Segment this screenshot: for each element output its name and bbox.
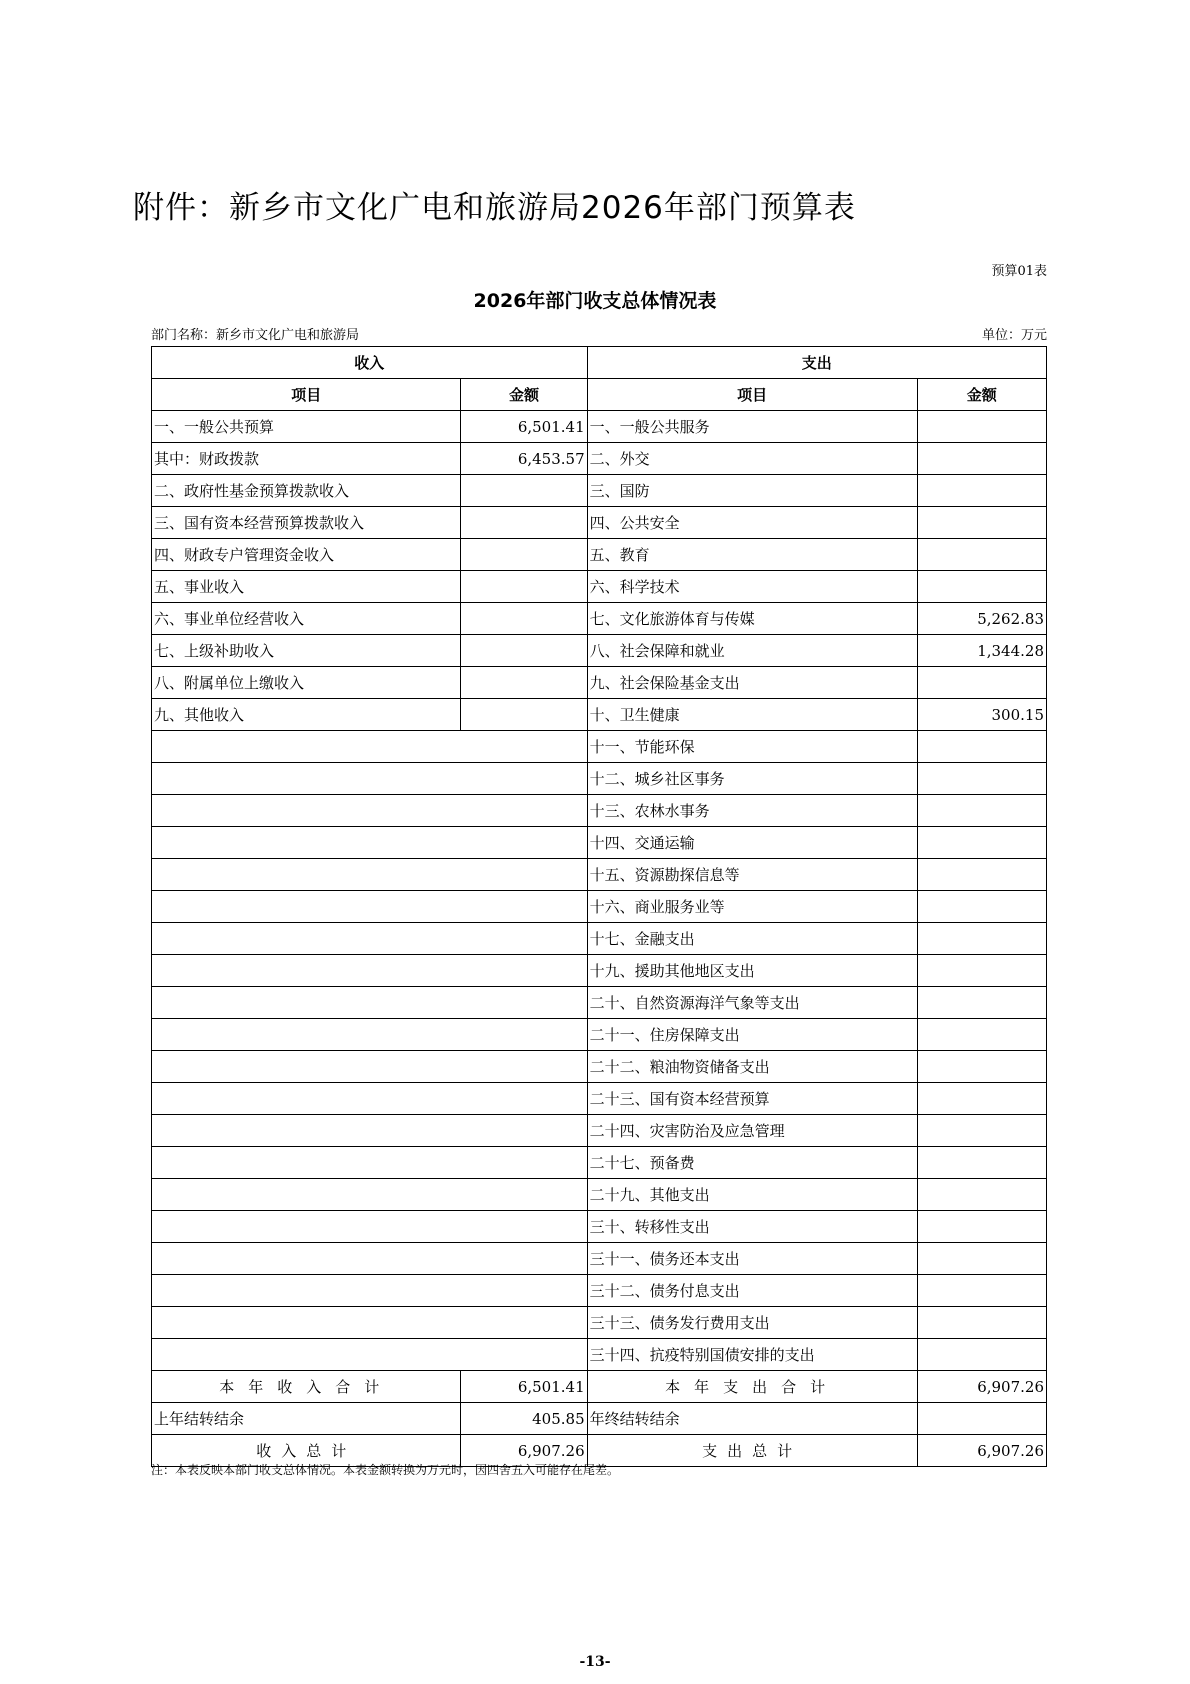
income-empty-cell <box>152 795 588 827</box>
expense-amount-cell <box>917 1115 1046 1147</box>
table-row <box>152 859 1047 891</box>
carryover-row <box>152 1403 1047 1435</box>
table-row <box>152 987 1047 1019</box>
income-empty-cell <box>152 1115 588 1147</box>
income-item-cell: 九、其他收入 <box>152 699 461 731</box>
table-row <box>152 635 1047 667</box>
year-expense-total-value: 6,907.26 <box>917 1371 1046 1403</box>
table-row <box>152 923 1047 955</box>
year-end-label: 年终结转结余 <box>587 1403 917 1435</box>
expense-amount-cell <box>917 539 1046 571</box>
expense-item-cell: 二十一、住房保障支出 <box>587 1019 917 1051</box>
table-row <box>152 1307 1047 1339</box>
income-total-label: 收入总计 <box>152 1435 461 1467</box>
income-header: 收入 <box>152 347 588 379</box>
expense-item-cell: 十一、节能环保 <box>587 731 917 763</box>
carryover-label: 上年结转结余 <box>152 1403 461 1435</box>
expense-item-cell: 十四、交通运输 <box>587 827 917 859</box>
table-row <box>152 827 1047 859</box>
expense-item-cell: 二十七、预备费 <box>587 1147 917 1179</box>
expense-item-cell: 三十四、抗疫特别国债安排的支出 <box>587 1339 917 1371</box>
table-row <box>152 443 1047 475</box>
table-row <box>152 539 1047 571</box>
expense-amount-cell <box>917 1339 1046 1371</box>
income-empty-cell <box>152 1339 588 1371</box>
expense-amount-cell <box>917 1243 1046 1275</box>
expense-header: 支出 <box>587 347 1046 379</box>
section-header-row <box>152 347 1047 379</box>
table-row <box>152 795 1047 827</box>
table-row <box>152 1275 1047 1307</box>
expense-amount-cell <box>917 795 1046 827</box>
year-income-total-label: 本年收入合计 <box>152 1371 461 1403</box>
expense-item-cell: 十三、农林水事务 <box>587 795 917 827</box>
table-row <box>152 1115 1047 1147</box>
income-item-cell: 六、事业单位经营收入 <box>152 603 461 635</box>
expense-item-cell: 六、科学技术 <box>587 571 917 603</box>
expense-item-cell: 十六、商业服务业等 <box>587 891 917 923</box>
expense-amount-cell: 5,262.83 <box>917 603 1046 635</box>
expense-amount-cell <box>917 763 1046 795</box>
table-row <box>152 699 1047 731</box>
expense-item-cell: 三、国防 <box>587 475 917 507</box>
carryover-value: 405.85 <box>461 1403 587 1435</box>
unit-label: 单位：万元 <box>981 328 1047 343</box>
expense-amount-cell <box>917 1211 1046 1243</box>
income-item-cell: 七、上级补助收入 <box>152 635 461 667</box>
expense-item-cell: 三十、转移性支出 <box>587 1211 917 1243</box>
expense-item-cell: 七、文化旅游体育与传媒 <box>587 603 917 635</box>
expense-item-cell: 一、一般公共服务 <box>587 411 917 443</box>
income-amount-header: 金额 <box>461 379 587 411</box>
table-row <box>152 1147 1047 1179</box>
expense-item-header: 项目 <box>587 379 917 411</box>
expense-item-cell: 三十二、债务付息支出 <box>587 1275 917 1307</box>
income-amount-cell: 6,501.41 <box>461 411 587 443</box>
expense-item-cell: 二十九、其他支出 <box>587 1179 917 1211</box>
expense-amount-cell <box>917 1179 1046 1211</box>
expense-item-cell: 八、社会保障和就业 <box>587 635 917 667</box>
expense-amount-cell <box>917 507 1046 539</box>
table-row <box>152 571 1047 603</box>
income-item-cell: 四、财政专户管理资金收入 <box>152 539 461 571</box>
expense-item-cell: 四、公共安全 <box>587 507 917 539</box>
income-amount-cell <box>461 635 587 667</box>
expense-total-label: 支出总计 <box>587 1435 917 1467</box>
income-empty-cell <box>152 1147 588 1179</box>
expense-item-cell: 十、卫生健康 <box>587 699 917 731</box>
expense-item-cell: 二、外交 <box>587 443 917 475</box>
table-row <box>152 1019 1047 1051</box>
page-number: -13- <box>579 1654 611 1670</box>
expense-amount-cell <box>917 1307 1046 1339</box>
footnote: 注：本表反映本部门收支总体情况。本表金额转换为万元时，因四舍五入可能存在尾差。 <box>151 1463 620 1477</box>
table-row <box>152 603 1047 635</box>
expense-amount-cell <box>917 987 1046 1019</box>
income-amount-cell <box>461 539 587 571</box>
income-empty-cell <box>152 1275 588 1307</box>
table-row <box>152 507 1047 539</box>
expense-amount-header: 金额 <box>917 379 1046 411</box>
page-title: 附件：新乡市文化广电和旅游局2026年部门预算表 <box>133 190 856 226</box>
table-row <box>152 411 1047 443</box>
income-empty-cell <box>152 923 588 955</box>
table-row <box>152 1083 1047 1115</box>
income-amount-cell <box>461 699 587 731</box>
year-end-value <box>917 1403 1046 1435</box>
income-item-header: 项目 <box>152 379 461 411</box>
column-header-row <box>152 379 1047 411</box>
table-title: 2026年部门收支总体情况表 <box>473 290 717 312</box>
table-row <box>152 667 1047 699</box>
expense-amount-cell <box>917 731 1046 763</box>
expense-amount-cell <box>917 1051 1046 1083</box>
income-empty-cell <box>152 731 588 763</box>
income-item-cell: 五、事业收入 <box>152 571 461 603</box>
year-expense-total-label: 本年支出合计 <box>587 1371 917 1403</box>
table-row <box>152 475 1047 507</box>
income-empty-cell <box>152 1051 588 1083</box>
income-item-cell: 一、一般公共预算 <box>152 411 461 443</box>
expense-item-cell: 十九、援助其他地区支出 <box>587 955 917 987</box>
expense-item-cell: 二十三、国有资本经营预算 <box>587 1083 917 1115</box>
income-amount-cell: 6,453.57 <box>461 443 587 475</box>
income-amount-cell <box>461 571 587 603</box>
table-row <box>152 955 1047 987</box>
expense-amount-cell <box>917 667 1046 699</box>
income-empty-cell <box>152 1179 588 1211</box>
table-row <box>152 1051 1047 1083</box>
income-item-cell: 二、政府性基金预算拨款收入 <box>152 475 461 507</box>
table-body <box>152 411 1047 1371</box>
year-total-row <box>152 1371 1047 1403</box>
expense-amount-cell <box>917 443 1046 475</box>
expense-amount-cell <box>917 827 1046 859</box>
expense-item-cell: 二十二、粮油物资储备支出 <box>587 1051 917 1083</box>
income-empty-cell <box>152 1307 588 1339</box>
expense-item-cell: 九、社会保险基金支出 <box>587 667 917 699</box>
income-empty-cell <box>152 1243 588 1275</box>
expense-amount-cell <box>917 859 1046 891</box>
expense-amount-cell <box>917 955 1046 987</box>
income-item-cell: 其中：财政拨款 <box>152 443 461 475</box>
department-label: 部门名称：新乡市文化广电和旅游局 <box>151 328 360 343</box>
table-row <box>152 1179 1047 1211</box>
expense-item-cell: 三十一、债务还本支出 <box>587 1243 917 1275</box>
form-number: 预算01表 <box>991 264 1047 279</box>
table-row <box>152 1339 1047 1371</box>
income-empty-cell <box>152 891 588 923</box>
expense-amount-cell <box>917 475 1046 507</box>
totals-body <box>152 1371 1047 1467</box>
income-amount-cell <box>461 475 587 507</box>
expense-amount-cell <box>917 1019 1046 1051</box>
expense-amount-cell: 1,344.28 <box>917 635 1046 667</box>
expense-item-cell: 五、教育 <box>587 539 917 571</box>
income-empty-cell <box>152 987 588 1019</box>
income-amount-cell <box>461 507 587 539</box>
expense-item-cell: 十二、城乡社区事务 <box>587 763 917 795</box>
income-empty-cell <box>152 955 588 987</box>
income-empty-cell <box>152 859 588 891</box>
income-amount-cell <box>461 667 587 699</box>
income-total-value: 6,907.26 <box>461 1435 587 1467</box>
expense-amount-cell <box>917 1147 1046 1179</box>
expense-item-cell: 十七、金融支出 <box>587 923 917 955</box>
expense-amount-cell <box>917 411 1046 443</box>
income-empty-cell <box>152 763 588 795</box>
expense-item-cell: 二十四、灾害防治及应急管理 <box>587 1115 917 1147</box>
expense-amount-cell <box>917 891 1046 923</box>
table-row <box>152 763 1047 795</box>
table-row <box>152 1211 1047 1243</box>
income-item-cell: 三、国有资本经营预算拨款收入 <box>152 507 461 539</box>
income-empty-cell <box>152 1211 588 1243</box>
year-income-total-value: 6,501.41 <box>461 1371 587 1403</box>
table-row <box>152 1243 1047 1275</box>
expense-amount-cell <box>917 1275 1046 1307</box>
income-item-cell: 八、附属单位上缴收入 <box>152 667 461 699</box>
budget-table <box>151 346 1047 1467</box>
expense-amount-cell <box>917 1083 1046 1115</box>
table-row <box>152 731 1047 763</box>
expense-amount-cell <box>917 923 1046 955</box>
income-empty-cell <box>152 1083 588 1115</box>
expense-item-cell: 十五、资源勘探信息等 <box>587 859 917 891</box>
income-empty-cell <box>152 827 588 859</box>
expense-amount-cell: 300.15 <box>917 699 1046 731</box>
income-amount-cell <box>461 603 587 635</box>
expense-item-cell: 二十、自然资源海洋气象等支出 <box>587 987 917 1019</box>
expense-item-cell: 三十三、债务发行费用支出 <box>587 1307 917 1339</box>
expense-amount-cell <box>917 571 1046 603</box>
income-empty-cell <box>152 1019 588 1051</box>
expense-total-value: 6,907.26 <box>917 1435 1046 1467</box>
table-row <box>152 891 1047 923</box>
